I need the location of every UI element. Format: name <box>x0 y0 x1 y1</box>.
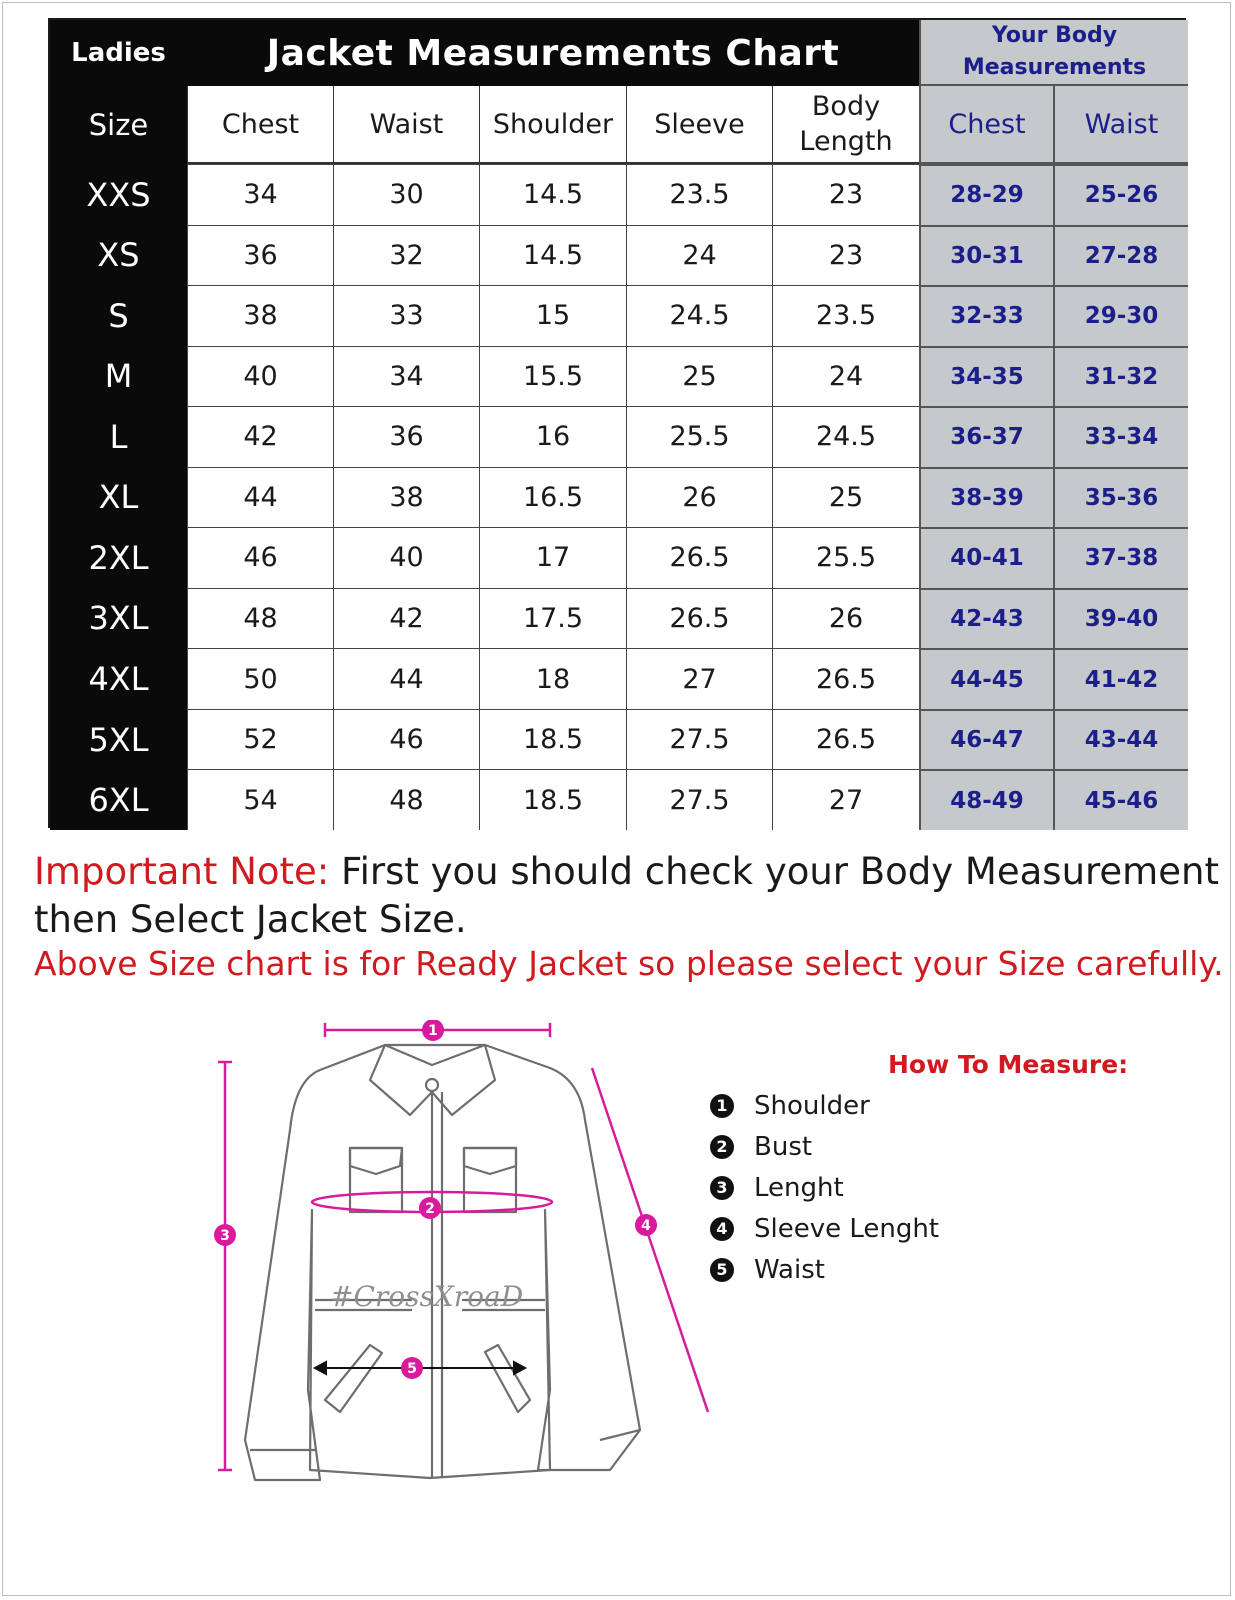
cell-sleeve: 27 <box>626 648 772 709</box>
cell-chest: 36 <box>187 225 333 286</box>
cell-body-waist: 37-38 <box>1053 527 1188 588</box>
cell-length: 26.5 <box>772 648 919 709</box>
column-header-chest: Chest <box>187 86 333 164</box>
column-header-shoulder: Shoulder <box>479 86 626 164</box>
row-size-label: 3XL <box>50 588 187 649</box>
legend-number-badge: 1 <box>710 1094 734 1118</box>
cell-body-waist: 29-30 <box>1053 285 1188 346</box>
cell-sleeve: 27.5 <box>626 769 772 830</box>
cell-chest: 38 <box>187 285 333 346</box>
cell-length: 24.5 <box>772 406 919 467</box>
cell-shoulder: 18.5 <box>479 769 626 830</box>
cell-sleeve: 25.5 <box>626 406 772 467</box>
cell-body-chest: 44-45 <box>919 648 1053 709</box>
cell-length: 25.5 <box>772 527 919 588</box>
body-measurements-title <box>919 20 1188 86</box>
important-note-label: Important Note: <box>34 850 330 893</box>
cell-sleeve: 23.5 <box>626 164 772 225</box>
lower-pocket-left <box>325 1345 382 1412</box>
column-header-body-length <box>772 86 919 164</box>
sleeve-line <box>592 1068 708 1412</box>
cell-length: 27 <box>772 769 919 830</box>
cell-waist: 30 <box>333 164 479 225</box>
cell-shoulder: 14.5 <box>479 164 626 225</box>
cell-waist: 38 <box>333 467 479 528</box>
cell-body-chest: 38-39 <box>919 467 1053 528</box>
cell-waist: 44 <box>333 648 479 709</box>
row-size-label: 4XL <box>50 648 187 709</box>
cell-length: 26.5 <box>772 709 919 770</box>
body-title-line1: Your Body <box>991 23 1118 48</box>
important-note-text-2: then Select Jacket Size. <box>34 898 467 941</box>
body-length-line2: Length <box>799 126 893 157</box>
legend-number-badge: 5 <box>710 1258 734 1282</box>
legend-label: Waist <box>754 1254 825 1285</box>
row-size-label: S <box>50 285 187 346</box>
cell-chest: 48 <box>187 588 333 649</box>
cell-body-waist: 41-42 <box>1053 648 1188 709</box>
cell-body-waist: 25-26 <box>1053 164 1188 225</box>
column-header-body-waist: Waist <box>1053 86 1188 164</box>
row-size-label: M <box>50 346 187 407</box>
cell-chest: 54 <box>187 769 333 830</box>
column-header-waist: Waist <box>333 86 479 164</box>
cell-shoulder: 15.5 <box>479 346 626 407</box>
cell-body-waist: 27-28 <box>1053 225 1188 286</box>
cell-body-waist: 39-40 <box>1053 588 1188 649</box>
cell-waist: 40 <box>333 527 479 588</box>
cell-chest: 42 <box>187 406 333 467</box>
cell-shoulder: 14.5 <box>479 225 626 286</box>
cell-chest: 46 <box>187 527 333 588</box>
cell-body-waist: 35-36 <box>1053 467 1188 528</box>
cell-shoulder: 18.5 <box>479 709 626 770</box>
jacket-diagram <box>200 1020 720 1520</box>
cell-shoulder: 15 <box>479 285 626 346</box>
cell-waist: 46 <box>333 709 479 770</box>
cell-sleeve: 24 <box>626 225 772 286</box>
cell-chest: 40 <box>187 346 333 407</box>
cell-body-chest: 34-35 <box>919 346 1053 407</box>
column-header-size: Size <box>50 86 187 164</box>
legend-item <box>710 1249 939 1290</box>
cell-sleeve: 24.5 <box>626 285 772 346</box>
cell-chest: 52 <box>187 709 333 770</box>
row-size-label: 5XL <box>50 709 187 770</box>
row-size-label: XL <box>50 467 187 528</box>
cell-waist: 32 <box>333 225 479 286</box>
marker-5: 5 <box>407 1361 417 1377</box>
size-chart-table <box>48 18 1186 828</box>
legend-item <box>710 1208 939 1249</box>
cell-waist: 34 <box>333 346 479 407</box>
row-size-label: XS <box>50 225 187 286</box>
cell-length: 23 <box>772 225 919 286</box>
cell-sleeve: 25 <box>626 346 772 407</box>
cell-body-chest: 36-37 <box>919 406 1053 467</box>
legend-number-badge: 2 <box>710 1135 734 1159</box>
cell-shoulder: 16.5 <box>479 467 626 528</box>
cell-shoulder: 18 <box>479 648 626 709</box>
how-to-measure-title: How To Measure: <box>888 1050 1129 1079</box>
marker-1: 1 <box>428 1023 438 1039</box>
body-title-line2: Measurements <box>962 55 1147 80</box>
cell-body-chest: 32-33 <box>919 285 1053 346</box>
marker-3: 3 <box>220 1228 230 1244</box>
ladies-label: Ladies <box>50 20 187 86</box>
cell-length: 25 <box>772 467 919 528</box>
row-size-label: XXS <box>50 164 187 225</box>
lower-pocket-right <box>485 1345 530 1412</box>
cell-sleeve: 26 <box>626 467 772 528</box>
legend-label: Lenght <box>754 1172 844 1203</box>
row-size-label: 2XL <box>50 527 187 588</box>
cell-chest: 44 <box>187 467 333 528</box>
legend-number-badge: 3 <box>710 1176 734 1200</box>
cell-body-waist: 45-46 <box>1053 769 1188 830</box>
chest-pocket-right <box>464 1148 516 1212</box>
cell-body-waist: 31-32 <box>1053 346 1188 407</box>
cell-sleeve: 27.5 <box>626 709 772 770</box>
cell-shoulder: 17.5 <box>479 588 626 649</box>
marker-4: 4 <box>641 1218 651 1234</box>
cell-length: 23.5 <box>772 285 919 346</box>
cell-chest: 50 <box>187 648 333 709</box>
cell-body-chest: 40-41 <box>919 527 1053 588</box>
cell-waist: 42 <box>333 588 479 649</box>
cell-chest: 34 <box>187 164 333 225</box>
cell-waist: 33 <box>333 285 479 346</box>
cell-body-waist: 43-44 <box>1053 709 1188 770</box>
cell-body-waist: 33-34 <box>1053 406 1188 467</box>
cell-body-chest: 48-49 <box>919 769 1053 830</box>
legend-item <box>710 1167 939 1208</box>
cell-sleeve: 26.5 <box>626 527 772 588</box>
watermark: #CrossXroaD <box>330 1280 524 1313</box>
cell-sleeve: 26.5 <box>626 588 772 649</box>
cell-waist: 48 <box>333 769 479 830</box>
how-to-measure-legend <box>710 1085 939 1290</box>
legend-item <box>710 1126 939 1167</box>
column-header-body-chest: Chest <box>919 86 1053 164</box>
legend-number-badge: 4 <box>710 1217 734 1241</box>
cell-shoulder: 17 <box>479 527 626 588</box>
marker-2: 2 <box>425 1201 435 1217</box>
important-note <box>34 848 1219 944</box>
legend-item <box>710 1085 939 1126</box>
chart-title: Jacket Measurements Chart <box>187 20 919 86</box>
cell-waist: 36 <box>333 406 479 467</box>
body-length-line1: Body <box>811 91 881 122</box>
cell-shoulder: 16 <box>479 406 626 467</box>
row-size-label: L <box>50 406 187 467</box>
legend-label: Shoulder <box>754 1090 870 1121</box>
cell-length: 26 <box>772 588 919 649</box>
warning-note: Above Size chart is for Ready Jacket so please select your Size carefully. <box>34 944 1224 983</box>
chest-pocket-left <box>350 1148 402 1212</box>
cell-body-chest: 46-47 <box>919 709 1053 770</box>
cell-body-chest: 30-31 <box>919 225 1053 286</box>
cell-length: 23 <box>772 164 919 225</box>
cell-body-chest: 42-43 <box>919 588 1053 649</box>
row-size-label: 6XL <box>50 769 187 830</box>
cell-length: 24 <box>772 346 919 407</box>
important-note-text-1: First you should check your Body Measurement <box>329 850 1219 893</box>
cell-body-chest: 28-29 <box>919 164 1053 225</box>
legend-label: Bust <box>754 1131 813 1162</box>
column-header-sleeve: Sleeve <box>626 86 772 164</box>
legend-label: Sleeve Lenght <box>754 1213 940 1244</box>
